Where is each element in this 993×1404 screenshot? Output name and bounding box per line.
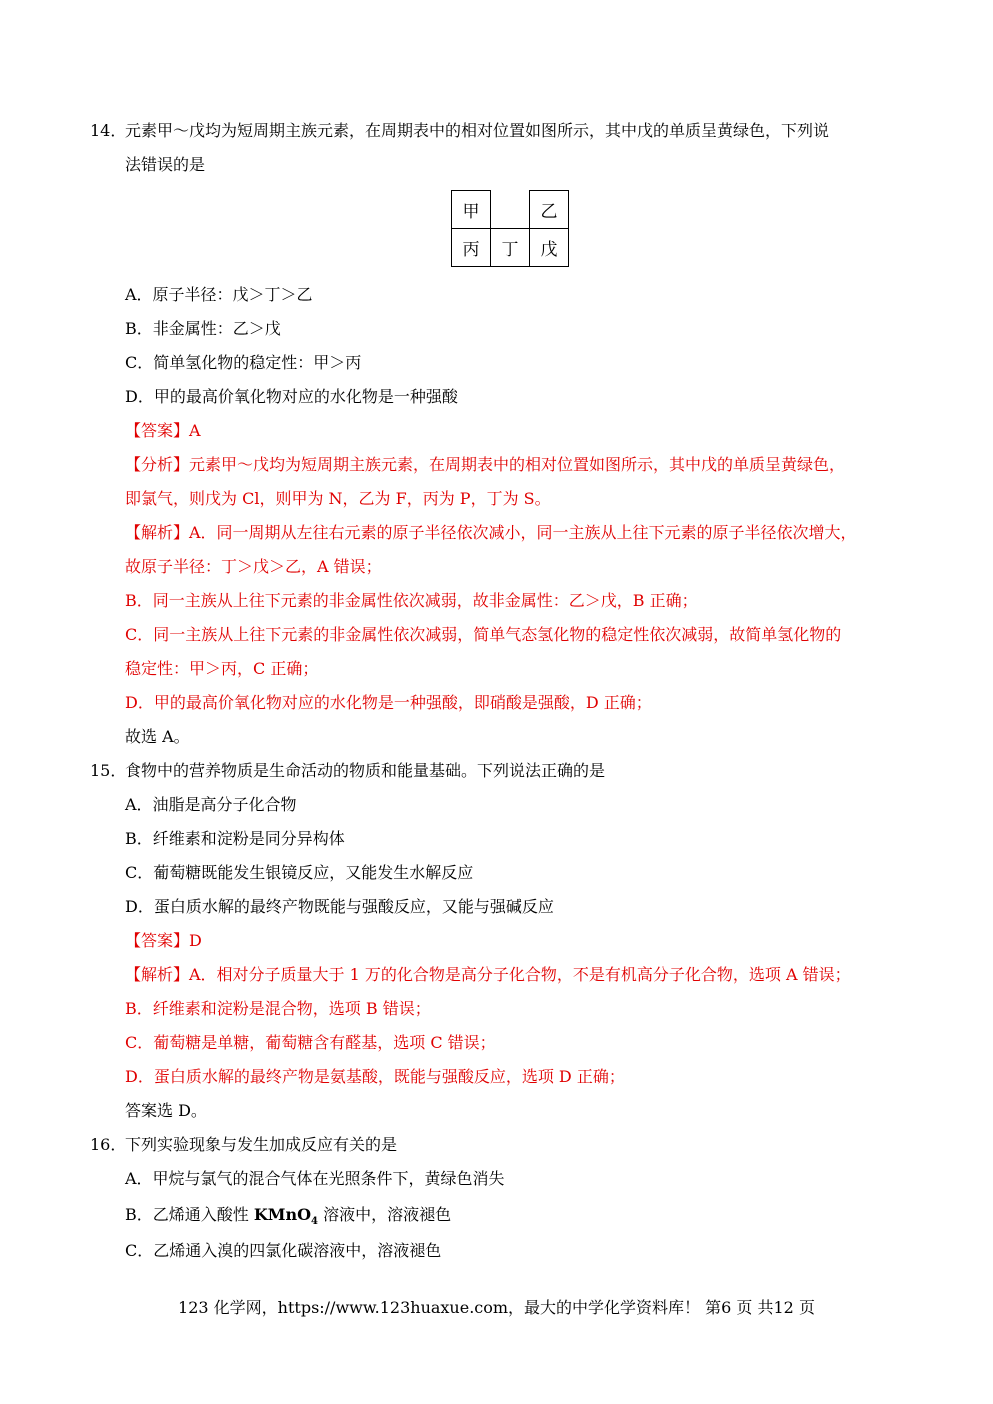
q14-explain-line: 【解析】A．同一周期从左往右元素的原子半径依次减小，同一主族从上往下元素的原子半径依次增大， [125, 523, 857, 542]
q15-conclusion: 答案选 D。 [125, 1101, 207, 1120]
q14-explain-line: B．同一主族从上往下元素的非金属性依次减弱，故非金属性：乙＞戊，B 正确； [125, 591, 698, 610]
q15-option-c: C．葡萄糖既能发生银镜反应，又能发生水解反应 [125, 863, 474, 882]
q14-stem-line2: 法错误的是 [125, 155, 206, 174]
q14-explain-line: C．同一主族从上往下元素的非金属性依次减弱，简单气态氢化物的稳定性依次减弱，故简单氢化物的 [125, 625, 842, 644]
q15-explain-line: D．蛋白质水解的最终产物是氨基酸，既能与强酸反应，选项 D 正确； [125, 1067, 625, 1086]
q14-option-b: B．非金属性：乙＞戊 [125, 319, 281, 338]
q14-explain-line: 稳定性：甲＞丙，C 正确； [125, 659, 319, 678]
cell-yi: 乙 [530, 191, 569, 229]
q14-analysis-line2: 即氯气，则戊为 Cl，则甲为 N，乙为 F，丙为 P，丁为 S。 [125, 489, 551, 508]
q14-analysis-line1: 【分析】元素甲～戊均为短周期主族元素，在周期表中的相对位置如图所示，其中戊的单质呈黄绿色， [125, 455, 846, 474]
q15-option-a: A．油脂是高分子化合物 [125, 795, 297, 814]
q15-explain-line: 【解析】A．相对分子质量大于 1 万的化合物是高分子化合物，不是有机高分子化合物，选项 A 错误； [125, 965, 851, 984]
page-footer: 123 化学网，https://www.123huaxue.com，最大的中学化学资料库！ 第6 页 共12 页 [178, 1298, 815, 1317]
q16-option-b-suffix: 溶液中，溶液褪色 [318, 1205, 452, 1224]
cell-ding: 丁 [491, 229, 530, 267]
cell-jia: 甲 [452, 191, 491, 229]
q15-option-d: D．蛋白质水解的最终产物既能与强酸反应，又能与强碱反应 [125, 897, 554, 916]
q16-stem: 下列实验现象与发生加成反应有关的是 [125, 1135, 398, 1154]
q15-option-b: B．纤维素和淀粉是同分异构体 [125, 829, 345, 848]
q16-option-b [125, 1204, 451, 1233]
q14-number: 14． [90, 121, 127, 140]
q16-option-b-prefix: B．乙烯通入酸性 [125, 1205, 254, 1224]
q14-stem-line1: 元素甲～戊均为短周期主族元素，在周期表中的相对位置如图所示，其中戊的单质呈黄绿色，下列说 [125, 121, 830, 140]
kmno4-subscript: 4 [311, 1216, 319, 1227]
kmno4-formula: KMnO [253, 1205, 312, 1224]
q15-stem: 食物中的营养物质是生命活动的物质和能量基础。下列说法正确的是 [125, 761, 606, 780]
q14-conclusion: 故选 A。 [125, 727, 190, 746]
cell-bing: 丙 [452, 229, 491, 267]
q14-option-a: A．原子半径：戊＞丁＞乙 [125, 285, 313, 304]
q14-explain-line: 故原子半径：丁＞戊＞乙，A 错误； [125, 557, 382, 576]
cell-empty [491, 191, 530, 229]
q16-option-a: A．甲烷与氯气的混合气体在光照条件下，黄绿色消失 [125, 1169, 505, 1188]
cell-wu: 戊 [530, 229, 569, 267]
q14-explain-line: D．甲的最高价氧化物对应的水化物是一种强酸，即硝酸是强酸，D 正确； [125, 693, 652, 712]
periodic-position-table [451, 190, 569, 267]
q15-explain-line: B．纤维素和淀粉是混合物，选项 B 错误； [125, 999, 431, 1018]
q14-option-d: D．甲的最高价氧化物对应的水化物是一种强酸 [125, 387, 458, 406]
q16-number: 16． [90, 1135, 127, 1154]
q14-option-c: C．简单氢化物的稳定性：甲＞丙 [125, 353, 362, 372]
q15-answer: 【答案】D [125, 931, 202, 950]
q15-explain-line: C．葡萄糖是单糖，葡萄糖含有醛基，选项 C 错误； [125, 1033, 496, 1052]
q16-option-c: C．乙烯通入溴的四氯化碳溶液中，溶液褪色 [125, 1241, 442, 1260]
q14-answer: 【答案】A [125, 421, 201, 440]
q15-number: 15． [90, 761, 127, 780]
